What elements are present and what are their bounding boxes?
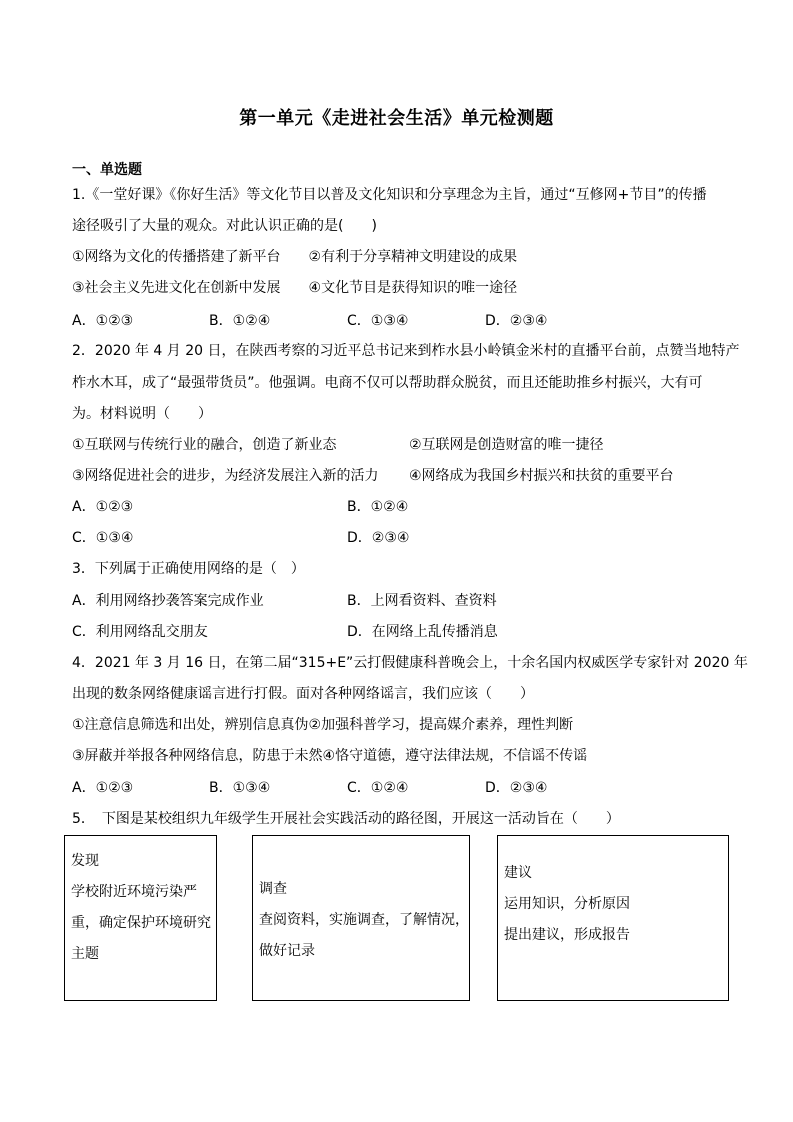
flow-box-investigate	[252, 835, 470, 1001]
q2-statement-2: ②互联网是创造财富的唯一捷径	[409, 437, 604, 453]
q2-statement-3: ③网络促进社会的进步，为经济发展注入新的活力	[72, 468, 379, 484]
q2-option-c[interactable]: C．①③④	[72, 530, 134, 546]
q4-statements-1: ①注意信息筛选和出处，辨别信息真伪②加强科普学习，提高媒介素养，理性判断	[72, 717, 574, 733]
flow-box-line: 提出建议，形成报告	[504, 927, 630, 943]
q2-option-a[interactable]: A．①②③	[72, 499, 134, 515]
q4-option-c[interactable]: C．①②④	[347, 780, 409, 796]
q4-option-a[interactable]: A．①②③	[72, 780, 134, 796]
q5-stem: 5． 下图是某校组织九年级学生开展社会实践活动的路径图，开展这一活动旨在（ ）	[72, 811, 620, 827]
q4-stem-line2: 出现的数条网络健康谣言进行打假。面对各种网络谣言，我们应该（ ）	[72, 686, 534, 702]
q2-stem-line1: 2．2020 年 4 月 20 日，在陕西考察的习近平总书记来到柞水县小岭镇金米村的直播平台前，点赞当地特产	[72, 343, 740, 359]
q3-option-d[interactable]: D．在网络上乱传播消息	[347, 624, 498, 640]
q2-option-d[interactable]: D．②③④	[347, 530, 410, 546]
flow-box-line: 学校附近环境污染严	[71, 884, 197, 900]
flow-box-line: 主题	[71, 946, 99, 962]
q1-option-a[interactable]: A．①②③	[72, 313, 134, 329]
q1-stem-line1: 1.《一堂好课》《你好生活》等文化节目以普及文化知识和分享理念为主旨，通过“互修网+节目”的传播	[72, 187, 707, 203]
q1-option-d[interactable]: D．②③④	[485, 313, 548, 329]
q3-option-a[interactable]: A．利用网络抄袭答案完成作业	[72, 593, 264, 609]
flow-box-discover	[64, 835, 217, 1001]
q3-stem: 3．下列属于正确使用网络的是（ ）	[72, 561, 305, 577]
section-heading: 一、单选题	[72, 162, 142, 178]
flow-box-line: 查阅资料，实施调查，了解情况，	[259, 912, 469, 928]
q4-option-d[interactable]: D．②③④	[485, 780, 548, 796]
q4-statements-2: ③屏蔽并举报各种网络信息，防患于未然④恪守道德，遵守法律法规，不信谣不传谣	[72, 748, 588, 764]
q1-option-c[interactable]: C．①③④	[347, 313, 409, 329]
q4-option-b[interactable]: B．①③④	[209, 780, 271, 796]
flow-box-line: 重，确定保护环境研究	[71, 915, 211, 931]
q1-stem-line2: 途径吸引了大量的观众。对此认识正确的是( )	[72, 218, 377, 234]
flow-box-suggest	[497, 835, 729, 1001]
flow-box-line: 调查	[259, 881, 287, 897]
q2-stem-line2: 柞水木耳，成了“最强带货员”。他强调。电商不仅可以帮助群众脱贫，而且还能助推乡村振兴，大有可	[72, 375, 703, 391]
q2-option-b[interactable]: B．①②④	[347, 499, 409, 515]
q2-statement-4: ④网络成为我国乡村振兴和扶贫的重要平台	[409, 468, 674, 484]
q2-stem-line3: 为。材料说明（ ）	[72, 406, 212, 422]
q1-statements-2: ③社会主义先进文化在创新中发展 ④文化节目是获得知识的唯一途径	[72, 280, 518, 296]
flow-box-line: 建议	[504, 865, 532, 881]
q3-option-c[interactable]: C．利用网络乱交朋友	[72, 624, 208, 640]
page-title: 第一单元《走进社会生活》单元检测题	[239, 108, 554, 129]
flow-box-line: 运用知识，分析原因	[504, 896, 630, 912]
flow-box-line: 做好记录	[259, 943, 315, 959]
flow-box-line: 发现	[71, 853, 99, 869]
q2-statement-1: ①互联网与传统行业的融合，创造了新业态	[72, 437, 337, 453]
q4-stem-line1: 4．2021 年 3 月 16 日，在第二届“315+E”云打假健康科普晚会上，十余名国内权威医学专家针对 2020 年	[72, 655, 748, 671]
q3-option-b[interactable]: B．上网看资料、查资料	[347, 593, 497, 609]
q1-statements-1: ①网络为文化的传播搭建了新平台 ②有利于分享精神文明建设的成果	[72, 249, 518, 265]
q1-option-b[interactable]: B．①②④	[209, 313, 271, 329]
